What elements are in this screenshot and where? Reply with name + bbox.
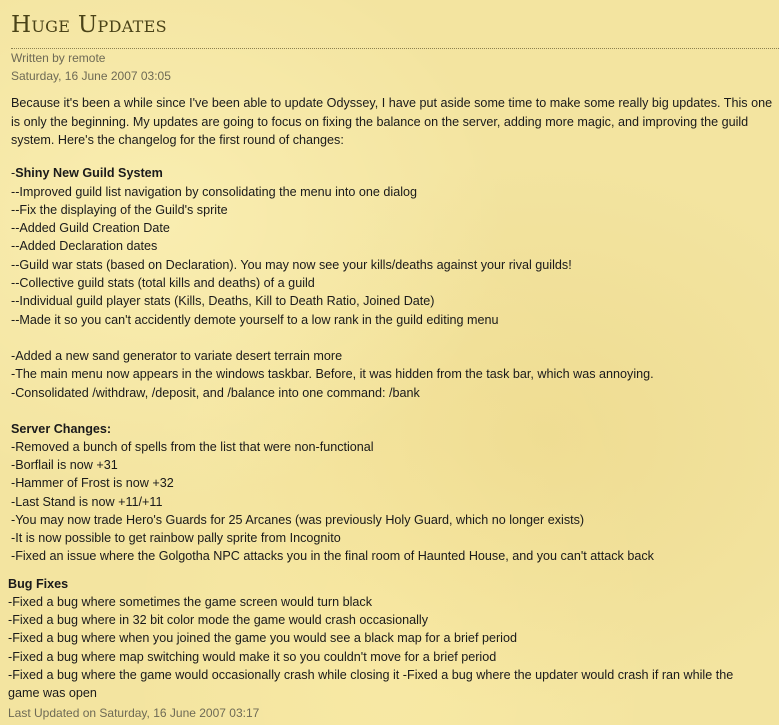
list-item: -The main menu now appears in the windows taskbar. Before, it was hidden from the task bar, which was annoying. bbox=[11, 367, 654, 381]
list-item: --Collective guild stats (total kills and deaths) of a guild bbox=[11, 276, 315, 290]
list-item: -Fixed a bug where in 32 bit color mode the game would crash occasionally bbox=[8, 613, 429, 627]
server-heading: Server Changes: bbox=[11, 422, 112, 436]
list-item: game was open bbox=[8, 686, 97, 700]
list-item: -Fixed a bug where the game would occasionally crash while closing it -Fixed a bug where the updater would crash if ran while the bbox=[8, 668, 734, 682]
article-title: Huge Updates bbox=[11, 12, 167, 38]
title-divider bbox=[11, 48, 779, 49]
guild-heading-text: Shiny New Guild System bbox=[15, 166, 163, 180]
list-item: -Fixed an issue where the Golgotha NPC attacks you in the final room of Haunted House, and you can't attack back bbox=[11, 549, 654, 563]
list-item: -Fixed a bug where map switching would make it so you couldn't move for a brief period bbox=[8, 650, 497, 664]
article-author: Written by remote bbox=[11, 51, 106, 65]
list-item: --Improved guild list navigation by consolidating the menu into one dialog bbox=[11, 185, 418, 199]
list-item: --Added Declaration dates bbox=[11, 239, 158, 253]
list-item: --Individual guild player stats (Kills, Deaths, Kill to Death Ratio, Joined Date) bbox=[11, 294, 435, 308]
list-item: -Consolidated /withdraw, /deposit, and /balance into one command: /bank bbox=[11, 386, 420, 400]
guild-heading-dash: - bbox=[11, 166, 16, 180]
list-item: -Fixed a bug where when you joined the game you would see a black map for a brief period bbox=[8, 631, 517, 645]
list-item: --Made it so you can't accidently demote yourself to a low rank in the guild editing menu bbox=[11, 313, 499, 327]
list-item: --Fix the displaying of the Guild's sprite bbox=[11, 203, 228, 217]
list-item: -Removed a bunch of spells from the list that were non-functional bbox=[11, 440, 374, 454]
article-intro: Because it's been a while since I've been able to update Odyssey, I have put aside some time to make some really big updates. This one is only the beginning. My updates are going to focus on fixing the balance on the server, adding more magic, and improving the guild system. Here's the changelog for the first round of changes: bbox=[11, 96, 773, 147]
last-updated: Last Updated on Saturday, 16 June 2007 03:17 bbox=[8, 706, 260, 720]
list-item: --Guild war stats (based on Declaration). You may now see your kills/deaths against your rival guilds! bbox=[11, 258, 572, 272]
list-item: -Last Stand is now +11/+11 bbox=[11, 495, 163, 509]
article-date: Saturday, 16 June 2007 03:05 bbox=[11, 69, 171, 83]
list-item: -Hammer of Frost is now +32 bbox=[11, 476, 174, 490]
list-item: -It is now possible to get rainbow pally sprite from Incognito bbox=[11, 531, 341, 545]
list-item: -Fixed a bug where sometimes the game screen would turn black bbox=[8, 595, 372, 609]
list-item: -Added a new sand generator to variate desert terrain more bbox=[11, 349, 343, 363]
list-item: -Borflail is now +31 bbox=[11, 458, 118, 472]
guild-heading bbox=[11, 166, 163, 180]
list-item: -You may now trade Hero's Guards for 25 Arcanes (was previously Holy Guard, which no longer exists) bbox=[11, 513, 585, 527]
bug-heading: Bug Fixes bbox=[8, 577, 69, 591]
list-item: --Added Guild Creation Date bbox=[11, 221, 170, 235]
